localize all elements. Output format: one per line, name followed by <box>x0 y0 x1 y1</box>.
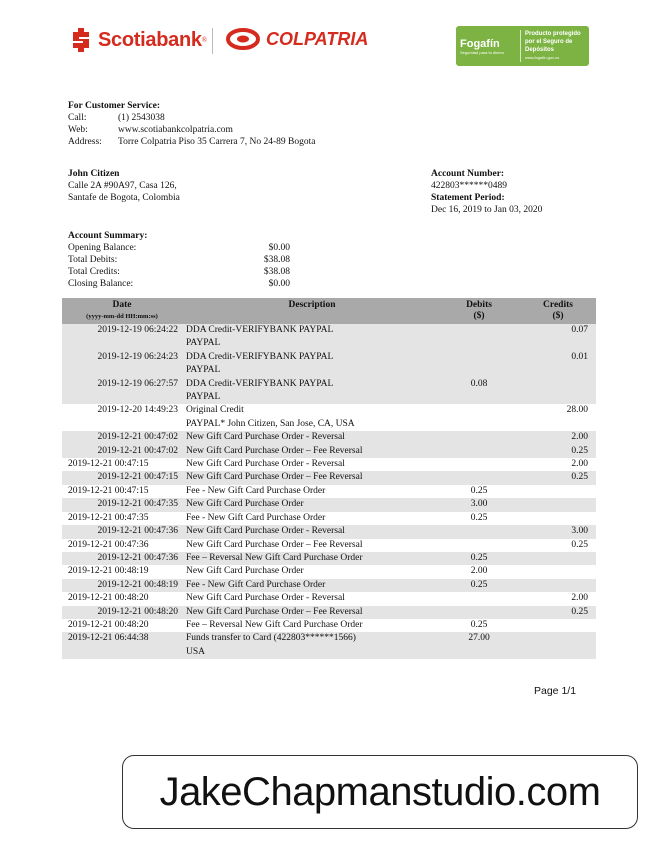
row-description <box>182 565 438 578</box>
cs-key: Address: <box>68 137 102 147</box>
table-row <box>62 431 596 444</box>
summary-label: Closing Balance: <box>68 279 134 289</box>
header-debits-unit: ($) <box>473 311 485 321</box>
header-debits <box>438 298 520 324</box>
table-row <box>62 619 596 632</box>
row-date: 2019-12-21 00:48:19 <box>68 566 149 577</box>
row-credit: 0.25 <box>571 606 588 617</box>
row-description-line2: PAYPAL <box>186 365 221 376</box>
watermark-text: JakeChapmanstudio.com <box>159 769 601 814</box>
row-description-line1: Fee – Reversal New Gift Card Purchase Order <box>186 552 363 563</box>
table-row <box>62 485 596 498</box>
table-row <box>62 525 596 538</box>
row-description-line1: New Gift Card Purchase Order – Fee Reversal <box>186 472 363 483</box>
customer-service-block <box>68 100 315 148</box>
statement-period-label: Statement Period: <box>431 193 505 203</box>
table-row <box>62 324 596 351</box>
row-debit <box>438 471 520 484</box>
row-debit: 3.00 <box>470 499 488 510</box>
row-description-line1: DDA Credit-VERIFYBANK PAYPAL <box>186 325 334 335</box>
row-date: 2019-12-21 00:47:36 <box>97 526 178 537</box>
fogafin-badge <box>456 26 589 66</box>
row-credit <box>520 512 596 525</box>
cs-value: www.scotiabankcolpatria.com <box>118 125 233 135</box>
header-description <box>182 298 438 324</box>
header-description-label: Description <box>288 300 336 310</box>
table-row <box>62 351 596 378</box>
row-date: 2019-12-21 00:48:19 <box>97 579 178 590</box>
row-debit <box>438 404 520 431</box>
row-description <box>182 404 438 431</box>
cs-address-row <box>68 136 315 148</box>
summary-label: Total Credits: <box>68 267 120 277</box>
table-row <box>62 552 596 565</box>
row-description <box>182 351 438 378</box>
table-row <box>62 606 596 619</box>
row-date: 2019-12-21 00:47:35 <box>97 499 178 510</box>
summary-value: $0.00 <box>268 243 290 253</box>
colpatria-swirl-icon <box>226 28 260 50</box>
row-description <box>182 619 438 632</box>
header-date-format: (yyyy-mm-dd HH:mm:ss) <box>86 313 158 320</box>
row-debit: 0.25 <box>470 579 488 590</box>
row-description <box>182 498 438 511</box>
account-number: 422803******0489 <box>431 181 507 191</box>
summary-value: $0.00 <box>268 279 290 289</box>
summary-row <box>68 254 290 266</box>
row-description <box>182 525 438 538</box>
row-description <box>182 458 438 471</box>
account-summary <box>68 230 290 290</box>
transactions-table <box>62 298 596 659</box>
table-row <box>62 565 596 578</box>
row-description-line1: New Gift Card Purchase Order – Fee Reversal <box>186 606 363 617</box>
cs-call-row <box>68 112 315 124</box>
colpatria-logo <box>226 28 368 50</box>
row-description-line1: Funds transfer to Card (422803******1566) <box>186 633 356 644</box>
statement-period: Dec 16, 2019 to Jan 03, 2020 <box>431 205 543 215</box>
row-date: 2019-12-19 06:24:23 <box>97 351 178 362</box>
row-description <box>182 592 438 605</box>
cs-key: Web: <box>68 125 88 135</box>
account-block <box>431 168 542 216</box>
row-date: 2019-12-21 00:47:15 <box>68 485 149 496</box>
row-debit <box>438 445 520 458</box>
fogafin-name: Fogafín <box>460 37 500 50</box>
table-row <box>62 458 596 471</box>
row-description-line1: New Gift Card Purchase Order - Reversal <box>186 459 345 470</box>
row-debit: 27.00 <box>468 633 490 644</box>
row-description-line1: New Gift Card Purchase Order – Fee Reversal <box>186 539 363 550</box>
row-date: 2019-12-21 00:47:35 <box>68 512 149 523</box>
table-header <box>62 298 596 324</box>
row-credit: 3.00 <box>571 526 588 537</box>
row-date: 2019-12-19 06:24:22 <box>97 325 178 335</box>
row-description-line1: New Gift Card Purchase Order - Reversal <box>186 526 345 537</box>
row-debit: 0.08 <box>470 378 488 389</box>
row-debit <box>438 351 520 378</box>
cs-web-row <box>68 124 315 136</box>
row-description <box>182 632 438 659</box>
row-credit <box>520 565 596 578</box>
row-description-line2: PAYPAL <box>186 338 221 349</box>
table-row <box>62 539 596 552</box>
row-description <box>182 378 438 405</box>
row-date: 2019-12-21 06:44:38 <box>68 633 149 644</box>
table-row <box>62 592 596 605</box>
logo-divider <box>212 28 213 54</box>
table-row <box>62 512 596 525</box>
table-body <box>62 324 596 659</box>
scotiabank-logo <box>70 28 207 52</box>
row-description <box>182 485 438 498</box>
cs-key: Call: <box>68 113 87 123</box>
row-date: 2019-12-21 00:47:02 <box>97 445 178 456</box>
row-description-line1: Original Credit <box>186 405 244 416</box>
row-description <box>182 512 438 525</box>
colpatria-name: COLPATRIA <box>266 28 369 49</box>
row-credit: 0.25 <box>571 445 588 456</box>
cs-value: Torre Colpatria Piso 35 Carrera 7, No 24-89 Bogota <box>118 137 316 147</box>
row-description <box>182 431 438 444</box>
summary-title: Account Summary: <box>68 231 148 241</box>
row-description-line1: Fee - New Gift Card Purchase Order <box>186 512 326 523</box>
row-credit <box>520 485 596 498</box>
row-debit <box>438 592 520 605</box>
row-debit <box>438 606 520 619</box>
row-description-line2: PAYPAL* John Citizen, San Jose, CA, USA <box>186 418 355 429</box>
summary-row <box>68 278 290 290</box>
row-description <box>182 539 438 552</box>
summary-row <box>68 242 290 254</box>
row-description <box>182 552 438 565</box>
table-row <box>62 632 596 659</box>
row-description <box>182 324 438 351</box>
table-row <box>62 498 596 511</box>
row-debit <box>438 525 520 538</box>
table-row <box>62 579 596 592</box>
row-description <box>182 606 438 619</box>
row-date: 2019-12-21 00:47:36 <box>97 552 178 563</box>
row-debit <box>438 539 520 552</box>
row-credit <box>520 498 596 511</box>
page-number: Page 1/1 <box>534 685 577 697</box>
row-credit <box>520 552 596 565</box>
row-credit: 0.25 <box>571 539 588 550</box>
row-debit: 0.25 <box>470 512 488 523</box>
row-credit: 0.01 <box>571 351 588 362</box>
row-debit: 0.25 <box>470 485 488 496</box>
row-credit: 0.25 <box>571 472 588 483</box>
row-credit: 0.07 <box>571 325 588 335</box>
header-credits-label: Credits <box>543 300 573 310</box>
row-description <box>182 445 438 458</box>
row-debit: 0.25 <box>470 619 488 630</box>
table-row <box>62 471 596 484</box>
cs-value: (1) 2543038 <box>118 113 165 123</box>
row-credit <box>520 619 596 632</box>
customer-name: John Citizen <box>68 169 120 179</box>
row-debit <box>438 458 520 471</box>
registered-mark: ® <box>201 36 208 44</box>
row-debit: 0.25 <box>470 552 488 563</box>
row-credit: 28.00 <box>566 405 588 416</box>
row-description-line1: New Gift Card Purchase Order - Reversal <box>186 432 345 443</box>
row-date: 2019-12-21 00:47:36 <box>68 539 149 550</box>
customer-address-line1: Calle 2A #90A97, Casa 126, <box>68 181 177 191</box>
row-description-line1: Fee – Reversal New Gift Card Purchase Order <box>186 619 363 630</box>
row-description-line1: New Gift Card Purchase Order <box>186 499 304 510</box>
header-credits <box>520 298 596 324</box>
row-description-line1: Fee - New Gift Card Purchase Order <box>186 579 326 590</box>
watermark-banner <box>122 755 638 829</box>
scotiabank-s-icon <box>70 28 92 52</box>
table-row <box>62 404 596 431</box>
row-date: 2019-12-21 00:48:20 <box>68 619 149 630</box>
row-description <box>182 471 438 484</box>
summary-row <box>68 266 290 278</box>
customer-service-title: For Customer Service: <box>68 101 160 111</box>
scotiabank-name: Scotiabank <box>98 28 202 51</box>
header-date <box>62 298 182 324</box>
header-debits-label: Debits <box>466 300 492 310</box>
table-row <box>62 445 596 458</box>
row-credit <box>520 378 596 405</box>
row-description-line1: New Gift Card Purchase Order – Fee Reversal <box>186 445 363 456</box>
row-date: 2019-12-21 00:47:15 <box>68 459 149 470</box>
row-credit: 2.00 <box>571 459 588 470</box>
row-description-line2: USA <box>186 646 206 657</box>
row-description <box>182 579 438 592</box>
row-credit <box>520 579 596 592</box>
summary-value: $38.08 <box>263 267 290 277</box>
row-description-line1: Fee - New Gift Card Purchase Order <box>186 485 326 496</box>
row-debit: 2.00 <box>470 566 488 577</box>
customer-block <box>68 168 180 204</box>
fogafin-tagline: Seguridad para tu dinero <box>460 49 505 55</box>
row-credit <box>520 632 596 659</box>
row-date: 2019-12-21 00:48:20 <box>97 606 178 617</box>
row-debit <box>438 324 520 351</box>
row-debit <box>438 431 520 444</box>
row-description-line1: DDA Credit-VERIFYBANK PAYPAL <box>186 351 334 362</box>
row-description-line1: New Gift Card Purchase Order - Reversal <box>186 593 345 604</box>
summary-label: Opening Balance: <box>68 243 137 253</box>
table-row <box>62 378 596 405</box>
summary-value: $38.08 <box>263 255 290 265</box>
row-date: 2019-12-20 14:49:23 <box>97 405 178 416</box>
row-credit: 2.00 <box>571 593 588 604</box>
header-date-label: Date <box>112 300 132 310</box>
row-date: 2019-12-21 00:47:02 <box>97 432 178 443</box>
customer-address-line2: Santafe de Bogota, Colombia <box>68 193 180 203</box>
row-credit: 2.00 <box>571 432 588 443</box>
summary-label: Total Debits: <box>68 255 118 265</box>
row-description-line2: PAYPAL <box>186 392 221 403</box>
row-date: 2019-12-21 00:47:15 <box>97 472 178 483</box>
fogafin-protection-text: Producto protegido por el Seguro de Depósitos <box>525 31 581 53</box>
fogafin-url: www.fogafin.gov.co <box>525 55 560 60</box>
row-date: 2019-12-19 06:27:57 <box>97 378 178 389</box>
account-number-label: Account Number: <box>431 169 505 179</box>
row-description-line1: DDA Credit-VERIFYBANK PAYPAL <box>186 378 334 389</box>
row-description-line1: New Gift Card Purchase Order <box>186 566 304 577</box>
row-date: 2019-12-21 00:48:20 <box>68 593 149 604</box>
header-credits-unit: ($) <box>552 311 564 321</box>
